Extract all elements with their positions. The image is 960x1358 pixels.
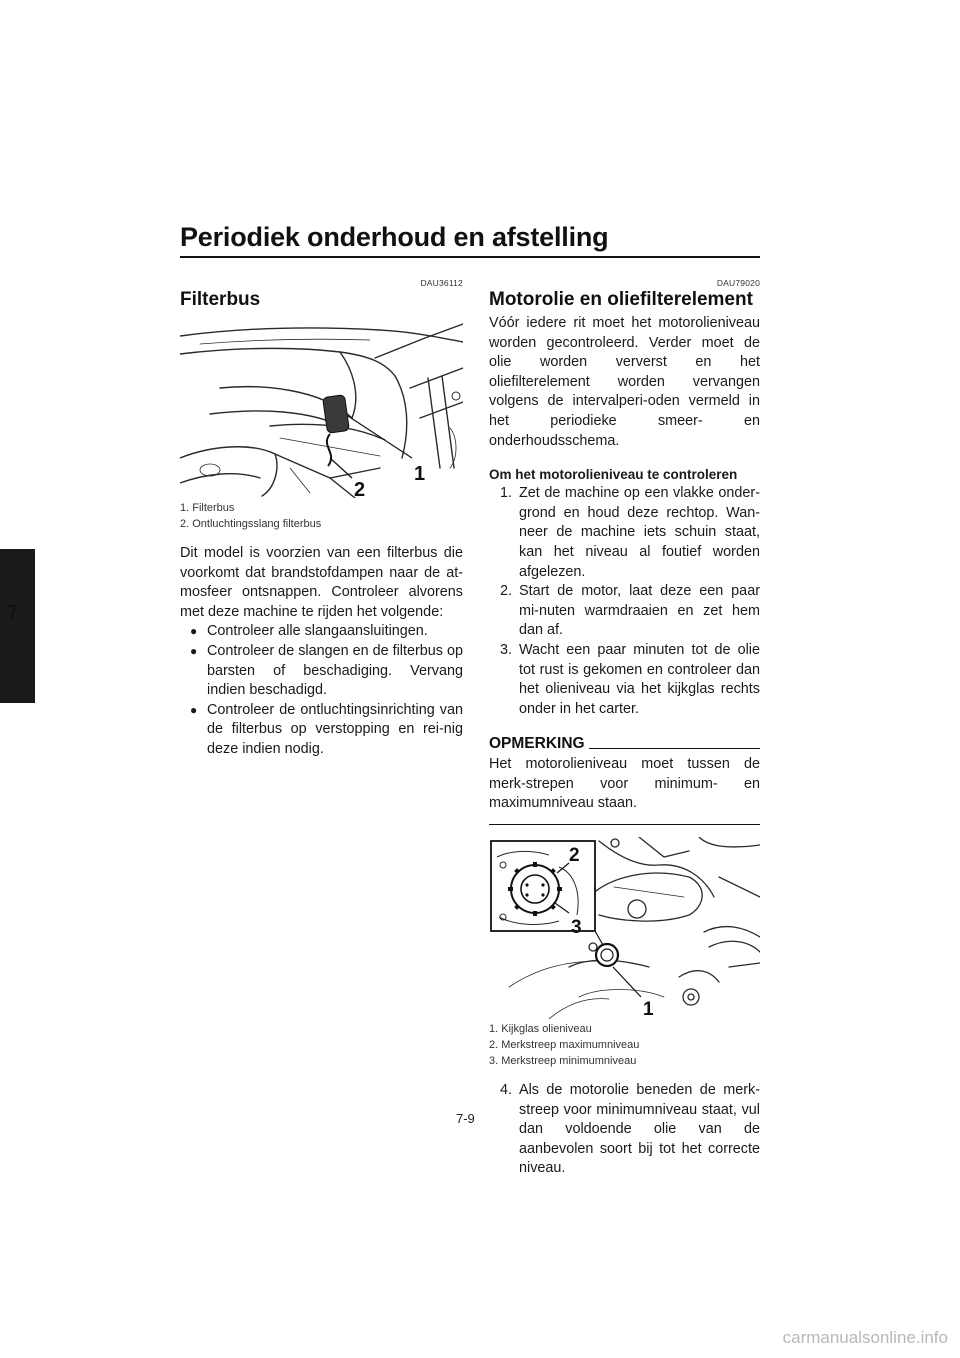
bullet-icon: ● [190,624,198,639]
note-header [489,735,760,753]
watermark[interactable]: carmanualsonline.info [782,1328,948,1347]
caption: 1. Filterbus [180,502,235,514]
note-text: Het motorolieniveau moet tussen de merk-strepen voor minimum- en maximumniveau staan. [489,756,760,812]
step-number: 4. [500,1082,513,1099]
list-item [489,641,760,719]
motorolie-code: DAU79020 [716,278,760,288]
page-number: 7-9 [456,1111,475,1126]
caption: 3. Merkstreep minimumniveau [489,1055,637,1068]
step-number: 3. [500,641,513,658]
note-end-rule [489,824,760,825]
list-item [180,642,463,701]
caption: 2. Merkstreep maximumniveau [489,1039,640,1052]
motorolie-section [489,278,760,1179]
caption: 2. Ontluchtingsslang filterbus [180,518,322,530]
chapter-number: 7 [8,602,19,622]
step-text: Zet de machine op een vlakke onder-grond en houd deze rechtop. Wan-neer de machine iets schuin staat, kan het niveau al foutief worden afgelezen. [519,485,760,580]
figure-label-2: 2 [569,845,580,867]
list-item-text: Controleer de slangen en de filterbus op barsten of beschadiging. Vervang indien beschadigd. [207,642,464,699]
figure-label-2: 2 [354,479,366,498]
list-item-text: Controleer de ontluchtingsinrichting van de filterbus op verstopping en rei-nig deze indien nodig. [207,701,463,757]
bullet-icon: ● [190,643,198,658]
figure-label-3: 3 [571,917,582,939]
oil-level-captions [489,1021,760,1069]
step-number: 1. [500,485,513,502]
filterbus-heading: Filterbus [180,289,261,310]
procedure-steps [489,484,760,719]
list-item [489,484,760,582]
filterbus-section [180,278,463,760]
procedure-heading: Om het motorolieniveau te controleren [489,467,738,483]
step-number: 2. [500,583,513,600]
filterbus-captions [180,500,463,532]
list-item [180,701,463,760]
header-rule [180,256,760,258]
filterbus-intro: Dit model is voorzien van een filterbus die voorkomt dat brandstofdampen naar de at-mosfeer ontsnappen. Controleer alvorens met deze machine te rijden het volgende: [180,545,463,620]
note-title: OPMERKING [489,735,585,753]
oil-level-illustration [489,837,760,1019]
note-divider [589,748,760,749]
motorolie-intro: Vóór iedere rit moet het motorolieniveau worden gecontroleerd. Verder moet de olie worden ververst en het oliefilterelement worden vervangen volgens de intervalperi-oden vermeld in het periodieke smeer- en onderhoudsschema. [489,315,760,449]
filterbus-bullets [180,622,463,759]
list-item-text: Controleer alle slangaansluitingen. [207,623,428,640]
filterbus-illustration [180,318,463,498]
page-title: Periodiek onderhoud en afstelling [180,222,609,252]
procedure-steps-continued [489,1081,760,1179]
oil-level-figure [489,837,760,1019]
list-item [489,1081,760,1179]
list-item [180,622,463,642]
figure-label-1: 1 [643,999,654,1020]
step-text: Start de motor, laat deze een paar mi-nuten warmdraaien en zet hem dan af. [519,583,760,639]
chapter-tab [0,549,35,703]
step-text: Wacht een paar minuten tot de olie tot rust is gekomen en controleer dan het olieniveau via het kijkglas rechts onder in het carter. [519,641,760,717]
filterbus-figure [180,318,463,498]
caption: 1. Kijkglas olieniveau [489,1023,592,1036]
list-item [489,582,760,641]
motorolie-heading: Motorolie en oliefilterelement [489,289,753,310]
step-text: Als de motorolie beneden de merk-streep voor minimumniveau staat, vul dan voldoende olie van de aanbevolen soort bij tot het correcte niveau. [519,1082,760,1177]
bullet-icon: ● [190,702,198,717]
figure-label-1: 1 [414,463,426,485]
filterbus-code: DAU36112 [420,278,463,288]
